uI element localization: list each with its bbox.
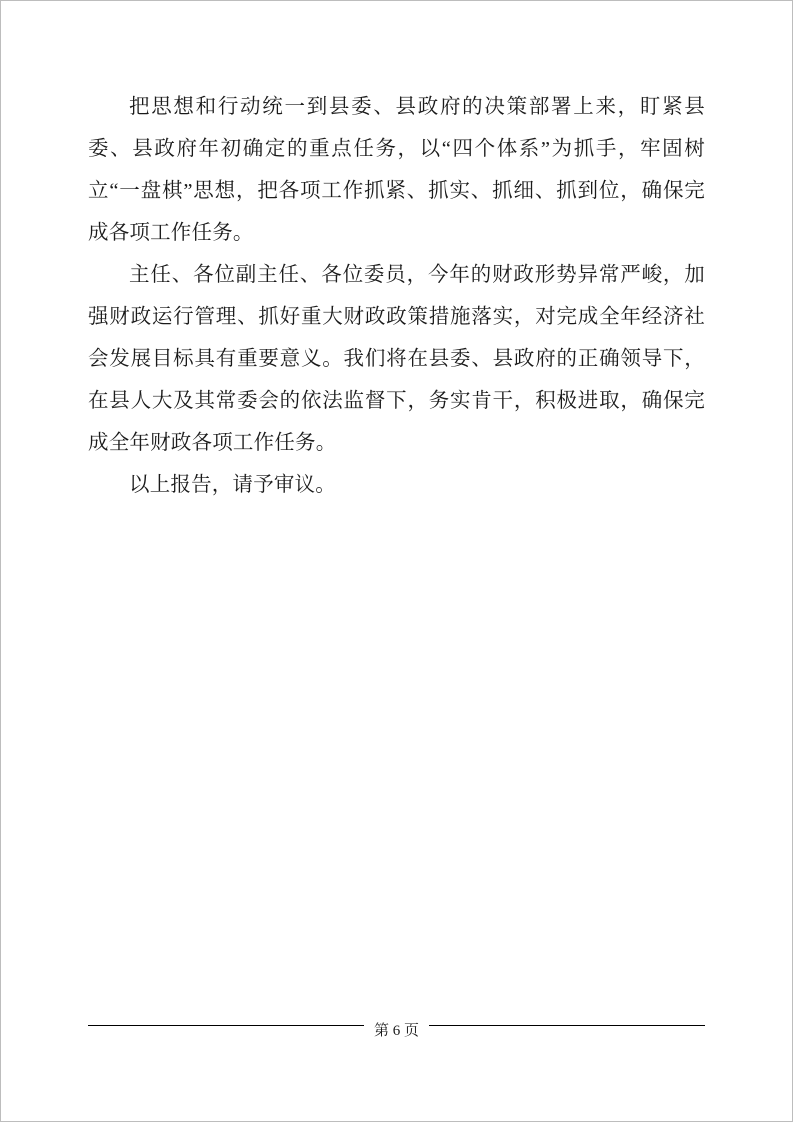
page-footer <box>0 1023 793 1049</box>
paragraph-1: 把思想和行动统一到县委、县政府的决策部署上来，盯紧县委、县政府年初确定的重点任务，以“四个体系”为抓手，牢固树立“一盘棋”思想，把各项工作抓紧、抓实、抓细、抓到位，确保完成各项工作任务。 <box>88 96 705 244</box>
paragraph-2: 主任、各位副主任、各位委员，今年的财政形势异常严峻，加强财政运行管理、抓好重大财政政策措施落实，对完成全年经济社会发展目标具有重要意义。我们将在县委、县政府的正确领导下，在县人大及其常委会的依法监督下，务实肯干，积极进取，确保完成全年财政各项工作任务。 <box>88 264 705 454</box>
page-number: 第 6 页 <box>364 1019 429 1040</box>
paragraph-3: 以上报告，请予审议。 <box>129 474 336 496</box>
document-body <box>88 86 705 506</box>
